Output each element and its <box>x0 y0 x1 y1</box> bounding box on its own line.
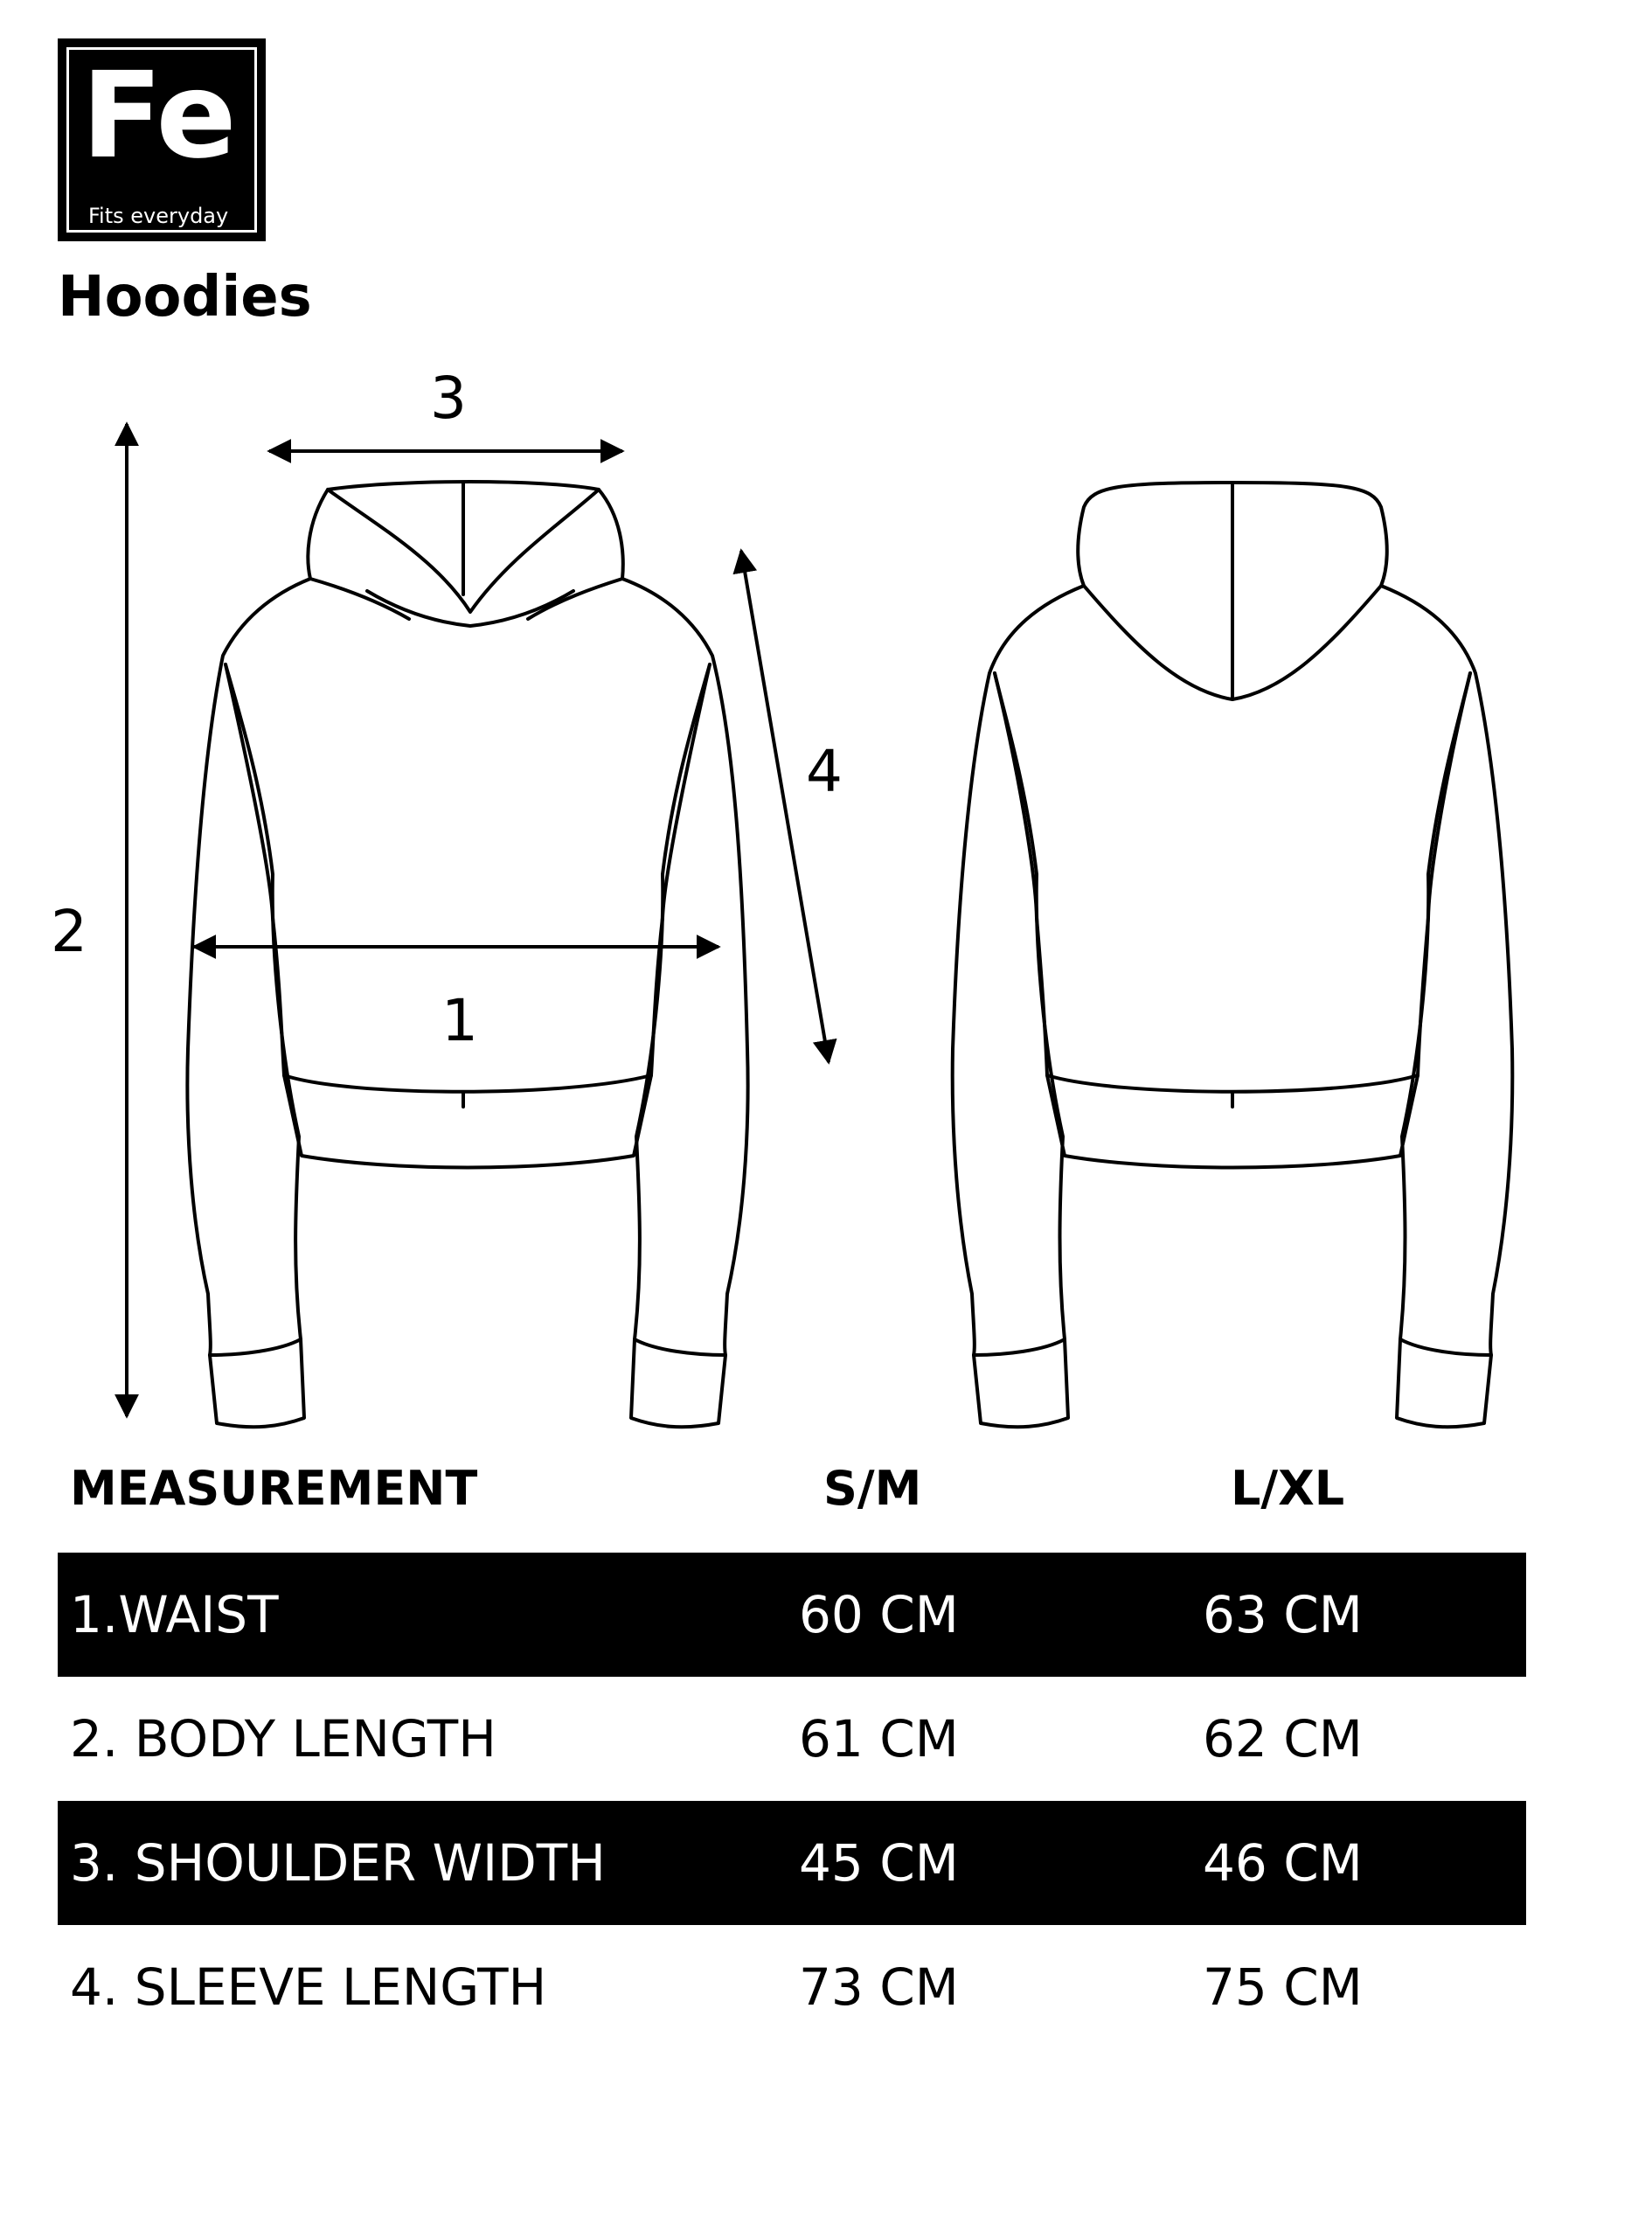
row-label: 4. SLEEVE LENGTH <box>70 1957 547 2017</box>
arrow-sleeve-length <box>741 551 829 1062</box>
logo-tagline: Fits everyday <box>88 204 229 228</box>
row-label: 3. SHOULDER WIDTH <box>70 1833 606 1893</box>
row-label: 2. BODY LENGTH <box>70 1709 496 1769</box>
logo-mark: Fe <box>81 47 235 185</box>
header-measurement: MEASUREMENT <box>70 1461 478 1516</box>
brand-logo <box>58 38 266 241</box>
row-value-lxl: 63 CM <box>1203 1585 1363 1644</box>
table-row <box>58 1801 1526 1925</box>
page-title: Hoodies <box>58 265 312 330</box>
label-4: 4 <box>806 738 843 805</box>
label-3: 3 <box>430 367 467 432</box>
table-row <box>58 1925 1526 2049</box>
measurement-arrows <box>127 424 829 1416</box>
row-value-lxl: 75 CM <box>1203 1957 1363 2017</box>
logo-frame <box>66 47 257 233</box>
row-value-sm: 60 CM <box>799 1585 959 1644</box>
hoodie-back-drawing <box>953 483 1513 1427</box>
row-label: 1.WAIST <box>70 1585 279 1644</box>
row-value-lxl: 62 CM <box>1203 1709 1363 1769</box>
row-value-sm: 73 CM <box>799 1957 959 2017</box>
table-row <box>58 1553 1526 1677</box>
header-sm: S/M <box>823 1461 922 1516</box>
table-row <box>58 1677 1526 1801</box>
row-value-sm: 61 CM <box>799 1709 959 1769</box>
row-value-lxl: 46 CM <box>1203 1833 1363 1893</box>
hoodie-front-drawing <box>187 482 747 1427</box>
label-2: 2 <box>51 898 87 965</box>
hoodie-measurement-diagram <box>0 367 1652 1451</box>
label-1: 1 <box>441 987 478 1054</box>
row-value-sm: 45 CM <box>799 1833 959 1893</box>
header-lxl: L/XL <box>1231 1461 1345 1516</box>
